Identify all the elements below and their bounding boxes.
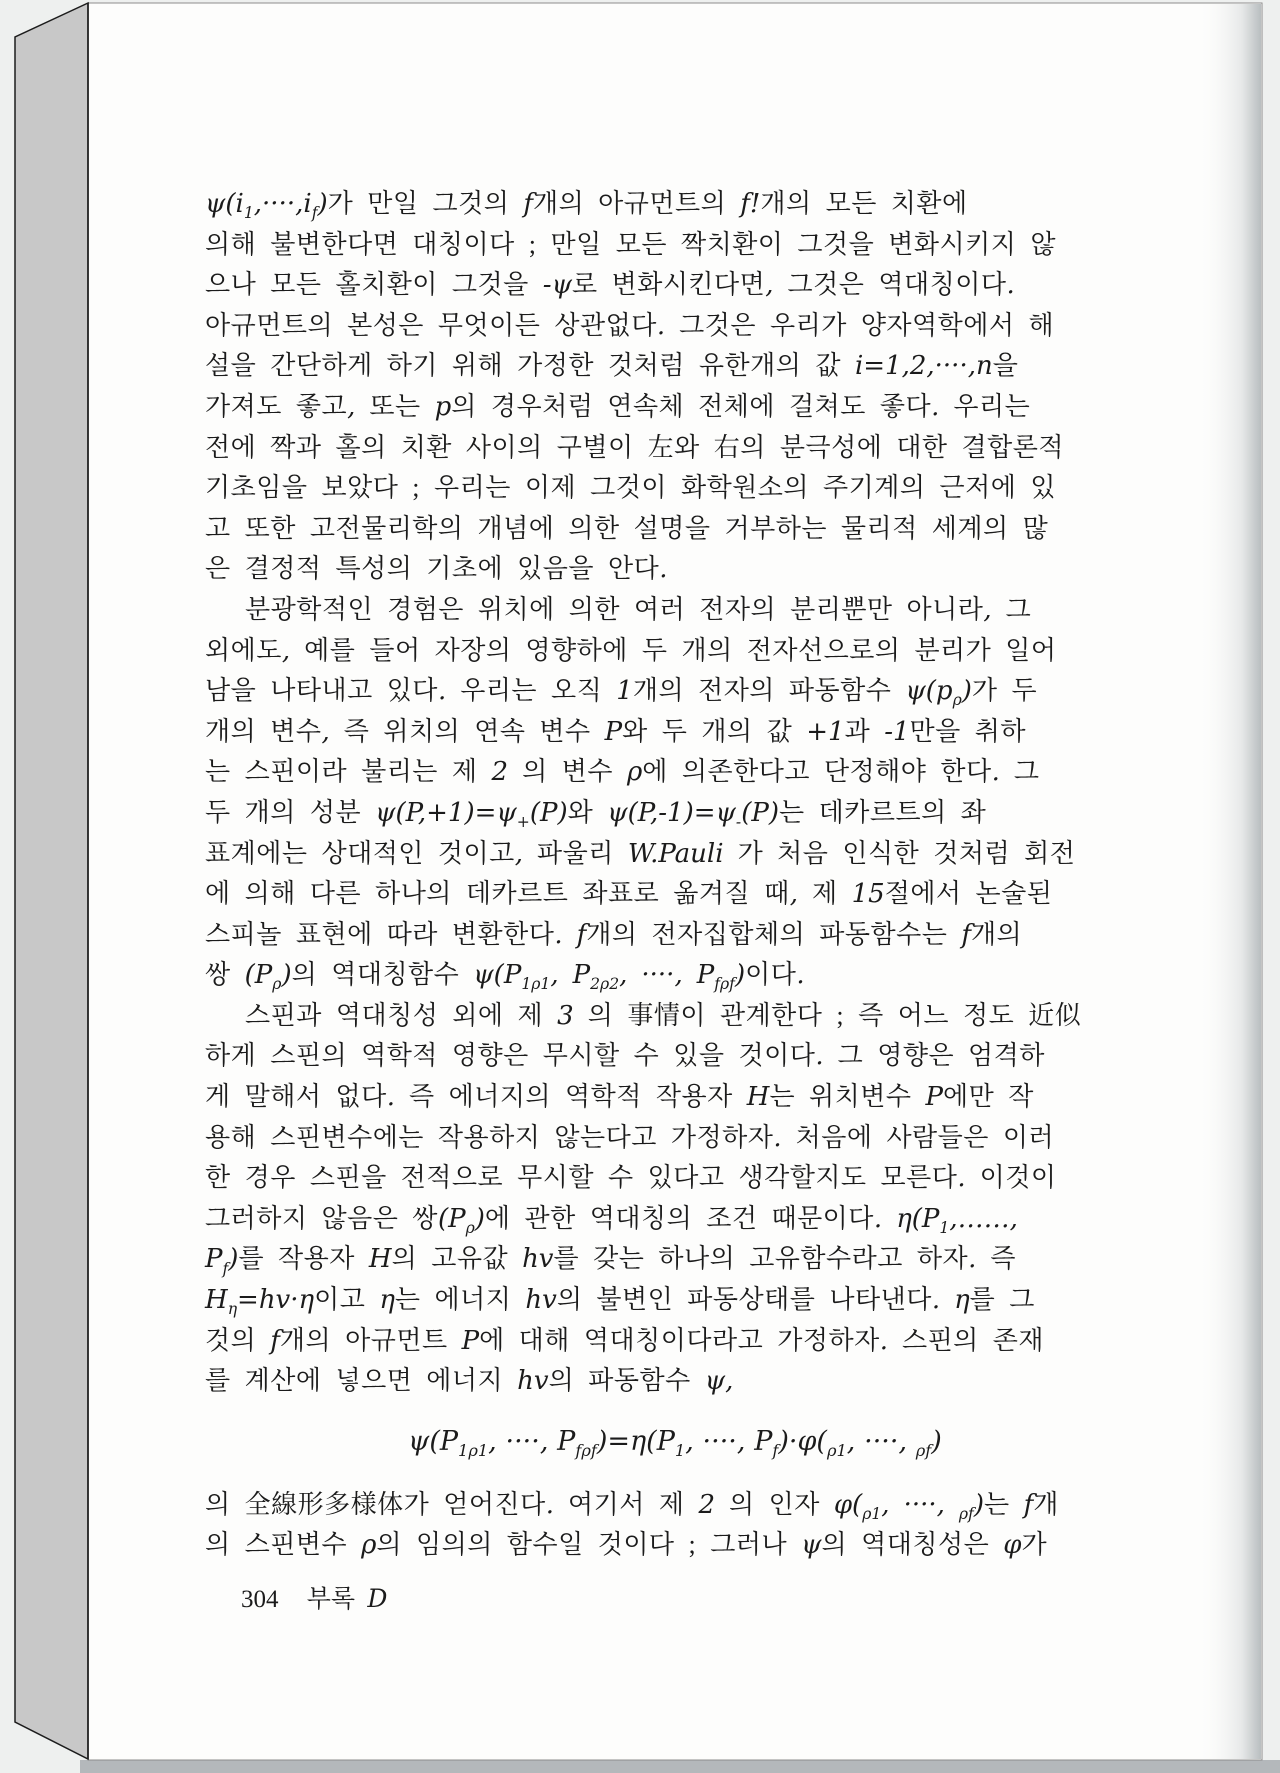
text-line: 를 계산에 넣으면 에너지 hv의 파동함수 ψ, xyxy=(205,1366,734,1397)
text-line: 표계에는 상대적인 것이고, 파울리 W.Pauli 가 처음 인식한 것처럼 회전 xyxy=(205,838,1076,869)
text-line: 게 말해서 없다. 즉 에너지의 역학적 작용자 H는 위치변수 P에만 작 xyxy=(205,1082,1034,1113)
text-line: 두 개의 성분 $\psi(P,+1)=\psi_+(P)$와 $\psi(P,-1)=\psi_-(P)$는 데카르트의 좌 xyxy=(205,797,987,832)
page-footer xyxy=(241,1579,387,1615)
text-line: 의해 불변한다면 대칭이다 ; 만일 모든 짝치환이 그것을 변화시키지 않 xyxy=(205,229,1056,259)
body-text xyxy=(205,184,1145,1566)
text-line: 전에 짝과 홀의 치환 사이의 구별이 左와 右의 분극성에 대한 결합론적 xyxy=(205,432,1065,462)
appendix-label: 부록 D xyxy=(306,1584,388,1613)
text-line: 고 또한 고전물리학의 개념에 의한 설명을 거부하는 물리적 세계의 많 xyxy=(205,513,1049,543)
text-line: 스피놀 표현에 따라 변환한다. f개의 전자집합체의 파동함수는 f개의 xyxy=(205,919,1023,950)
text-line: 은 결정적 특성의 기초에 있음을 안다. xyxy=(205,554,668,585)
text-line: $P_f$)를 작용자 H의 고유값 hv를 갖는 하나의 고유함수라고 하자. 즉 xyxy=(205,1244,1017,1278)
text-line: 아규먼트의 본성은 무엇이든 상관없다. 그것은 우리가 양자역학에서 해 xyxy=(205,310,1055,341)
text-line: $\psi(i_1,\cdot\cdot\cdot\cdot,i_f)$가 만일 그것의 f개의 아규먼트의 f!개의 모든 치환에 xyxy=(205,189,968,223)
display-formula: $\psi(P_{1\rho 1}$, ····, $P_{f\rho f})=\eta(P_1$, ····, $P_f)\cdot\varphi(_{\rho 1}$, ····, $_{\rho f}$) xyxy=(408,1425,942,1461)
text-line: 용해 스핀변수에는 작용하지 않는다고 가정하자. 처음에 사람들은 이러 xyxy=(205,1122,1055,1153)
text-line: 설을 간단하게 하기 위해 가정한 것처럼 유한개의 값 i=1,2,····,n을 xyxy=(205,351,1019,382)
text-line: 의 全線形多様体가 얻어진다. 여기서 제 2 의 인자 $\varphi(_{\rho 1}$, ····, $_{\rho f}$)는 f개 xyxy=(205,1489,1059,1523)
text-line: 한 경우 스핀을 전적으로 무시할 수 있다고 생각할지도 모른다. 이것이 xyxy=(205,1163,1057,1194)
text-line: 에 의해 다른 하나의 데카르트 좌표로 옮겨질 때, 제 15절에서 논술된 xyxy=(205,879,1053,910)
text-line: 외에도, 예를 들어 자장의 영향하에 두 개의 전자선으로의 분리가 일어 xyxy=(205,635,1057,666)
text-line: 쌍 $(P_\rho)$의 역대칭함수 $\psi(P_{1\rho 1}$, $P_{2\rho 2}$, ····, $P_{f\rho f}$)이다. xyxy=(205,960,805,994)
text-line: 분광학적인 경험은 위치에 의한 여러 전자의 분리뿐만 아니라, 그 xyxy=(245,594,1032,625)
text-line: 남을 나타내고 있다. 우리는 오직 1개의 전자의 파동함수 $\psi(p_\rho)$가 두 xyxy=(205,676,1038,710)
text-line: 의 스핀변수 ρ의 임의의 함수일 것이다 ; 그러나 ψ의 역대칭성은 φ가 xyxy=(205,1530,1048,1561)
text-line: 그러하지 않음은 쌍$(P_\rho)$에 관한 역대칭의 조건 때문이다. $\eta(P_1,\dots\dots$, xyxy=(205,1203,1018,1238)
text-line: 으나 모든 홀치환이 그것을 -ψ로 변화시킨다면, 그것은 역대칭이다. xyxy=(205,270,1015,301)
text-line: 하게 스핀의 역학적 영향은 무시할 수 있을 것이다. 그 영향은 엄격하 xyxy=(205,1041,1045,1072)
text-line: 스핀과 역대칭성 외에 제 3 의 事情이 관계한다 ; 즉 어느 정도 近似 xyxy=(245,1000,1082,1031)
text-line: 기초임을 보았다 ; 우리는 이제 그것이 화학원소의 주기계의 근저에 있 xyxy=(205,473,1056,503)
book-bottom-shadow xyxy=(80,1760,1280,1773)
text-line: 개의 변수, 즉 위치의 연속 변수 P와 두 개의 값 +1과 -1만을 취하 xyxy=(205,716,1027,747)
page-edge-stack xyxy=(15,3,88,1759)
text-line: 것의 f개의 아규먼트 P에 대해 역대칭이다라고 가정하자. 스핀의 존재 xyxy=(205,1325,1045,1356)
text-line: $H_\eta=hv\cdot\eta$이고 η는 에너지 hv의 불변인 파동상태를 나타낸다. η를 그 xyxy=(205,1285,1035,1319)
text-line: 는 스핀이라 불리는 제 2 의 변수 ρ에 의존한다고 단정해야 한다. 그 xyxy=(205,757,1040,788)
page-right-curl-shade xyxy=(1198,4,1261,1759)
page-number: 304 xyxy=(241,1586,279,1613)
text-line: 가져도 좋고, 또는 p의 경우처럼 연속체 전체에 걸쳐도 좋다. 우리는 xyxy=(205,391,1031,422)
